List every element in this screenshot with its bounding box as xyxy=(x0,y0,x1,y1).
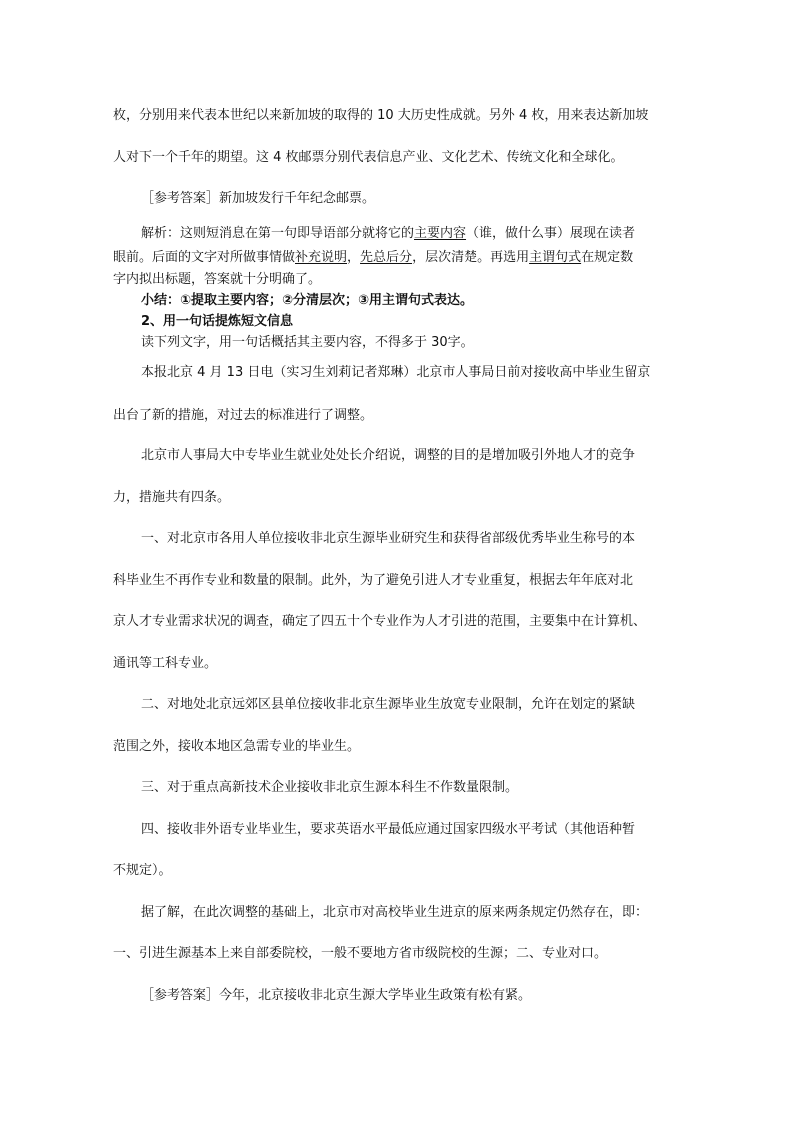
article-line: 范围之外，接收本地区急需专业的毕业生。 xyxy=(113,739,361,754)
analysis-text: ，层次清楚。再选用 xyxy=(412,250,530,265)
paragraph-line: 枚，分别用来代表本世纪以来新加坡的取得的 10 大历史性成就。另外 4 枚，用来表达新加坡 xyxy=(113,108,649,123)
analysis-text: 解析：这则短消息在第一句即导语部分就将它的 xyxy=(141,226,415,241)
article-line: 四、接收非外语专业毕业生，要求英语水平最低应通过国家四级水平考试（其他语种暂 xyxy=(141,822,636,837)
article-line: 北京市人事局大中专毕业生就业处处长介绍说，调整的目的是增加吸引外地人才的竞争 xyxy=(141,448,636,463)
article-line: 据了解，在此次调整的基础上，北京市对高校毕业生进京的原来两条规定仍然存在，即： xyxy=(141,905,649,920)
section-heading: 2、用一句话提炼短文信息 xyxy=(141,314,294,329)
underlined-term: 主谓句式 xyxy=(529,250,582,265)
article-line: 通讯等工科专业。 xyxy=(113,656,218,671)
article-line: 京人才专业需求状况的调查，确定了四五十个专业作为人才引进的范围，主要集中在计算机、 xyxy=(113,614,647,629)
underlined-term: 先总后分 xyxy=(360,250,413,265)
article-line: 三、对于重点高新技术企业接收非北京生源本科生不作数量限制。 xyxy=(141,780,519,795)
reference-answer: ［参考答案］今年，北京接收非北京生源大学毕业生政策有松有紧。 xyxy=(141,988,532,1003)
analysis-line xyxy=(141,225,635,243)
reference-answer: ［参考答案］新加坡发行千年纪念邮票。 xyxy=(141,191,376,206)
article-line: 出台了新的措施，对过去的标准进行了调整。 xyxy=(113,408,374,423)
article-line: 一、引进生源基本上来自部委院校，一般不要地方省市级院校的生源；二、专业对口。 xyxy=(113,946,608,961)
analysis-line: 字内拟出标题，答案就十分明确了。 xyxy=(113,272,322,287)
instruction-line: 读下列文字，用一句话概括其主要内容，不得多于 30字。 xyxy=(141,335,474,350)
analysis-line xyxy=(113,249,633,267)
underlined-term: 补充说明 xyxy=(295,250,348,265)
article-line: 不规定）。 xyxy=(113,863,172,878)
paragraph-line: 人对下一个千年的期望。这 4 枚邮票分别代表信息产业、文化艺术、传统文化和全球化。 xyxy=(113,150,624,165)
analysis-text: ， xyxy=(347,250,361,265)
article-line: 一、对北京市各用人单位接收非北京生源毕业研究生和获得省部级优秀毕业生称号的本 xyxy=(141,531,636,546)
article-line: 科毕业生不再作专业和数量的限制。此外，为了避免引进人才专业重复，根据去年年底对北 xyxy=(113,573,634,588)
article-line: 力，措施共有四条。 xyxy=(113,490,231,505)
analysis-text: （谁，做什么事）展现在读者 xyxy=(466,226,636,241)
article-line: 二、对地处北京远郊区县单位接收非北京生源毕业生放宽专业限制，允许在划定的紧缺 xyxy=(141,697,636,712)
analysis-text: 在规定数 xyxy=(581,250,634,265)
analysis-text: 眼前。后面的文字对所做事情做 xyxy=(113,250,296,265)
article-line: 本报北京 4 月 13 日电（实习生刘莉记者郑琳）北京市人事局日前对接收高中毕业生留京 xyxy=(141,365,651,380)
summary-line: 小结：①提取主要内容；②分清层次；③用主谓句式表达。 xyxy=(141,293,474,308)
underlined-term: 主要内容 xyxy=(414,226,467,241)
